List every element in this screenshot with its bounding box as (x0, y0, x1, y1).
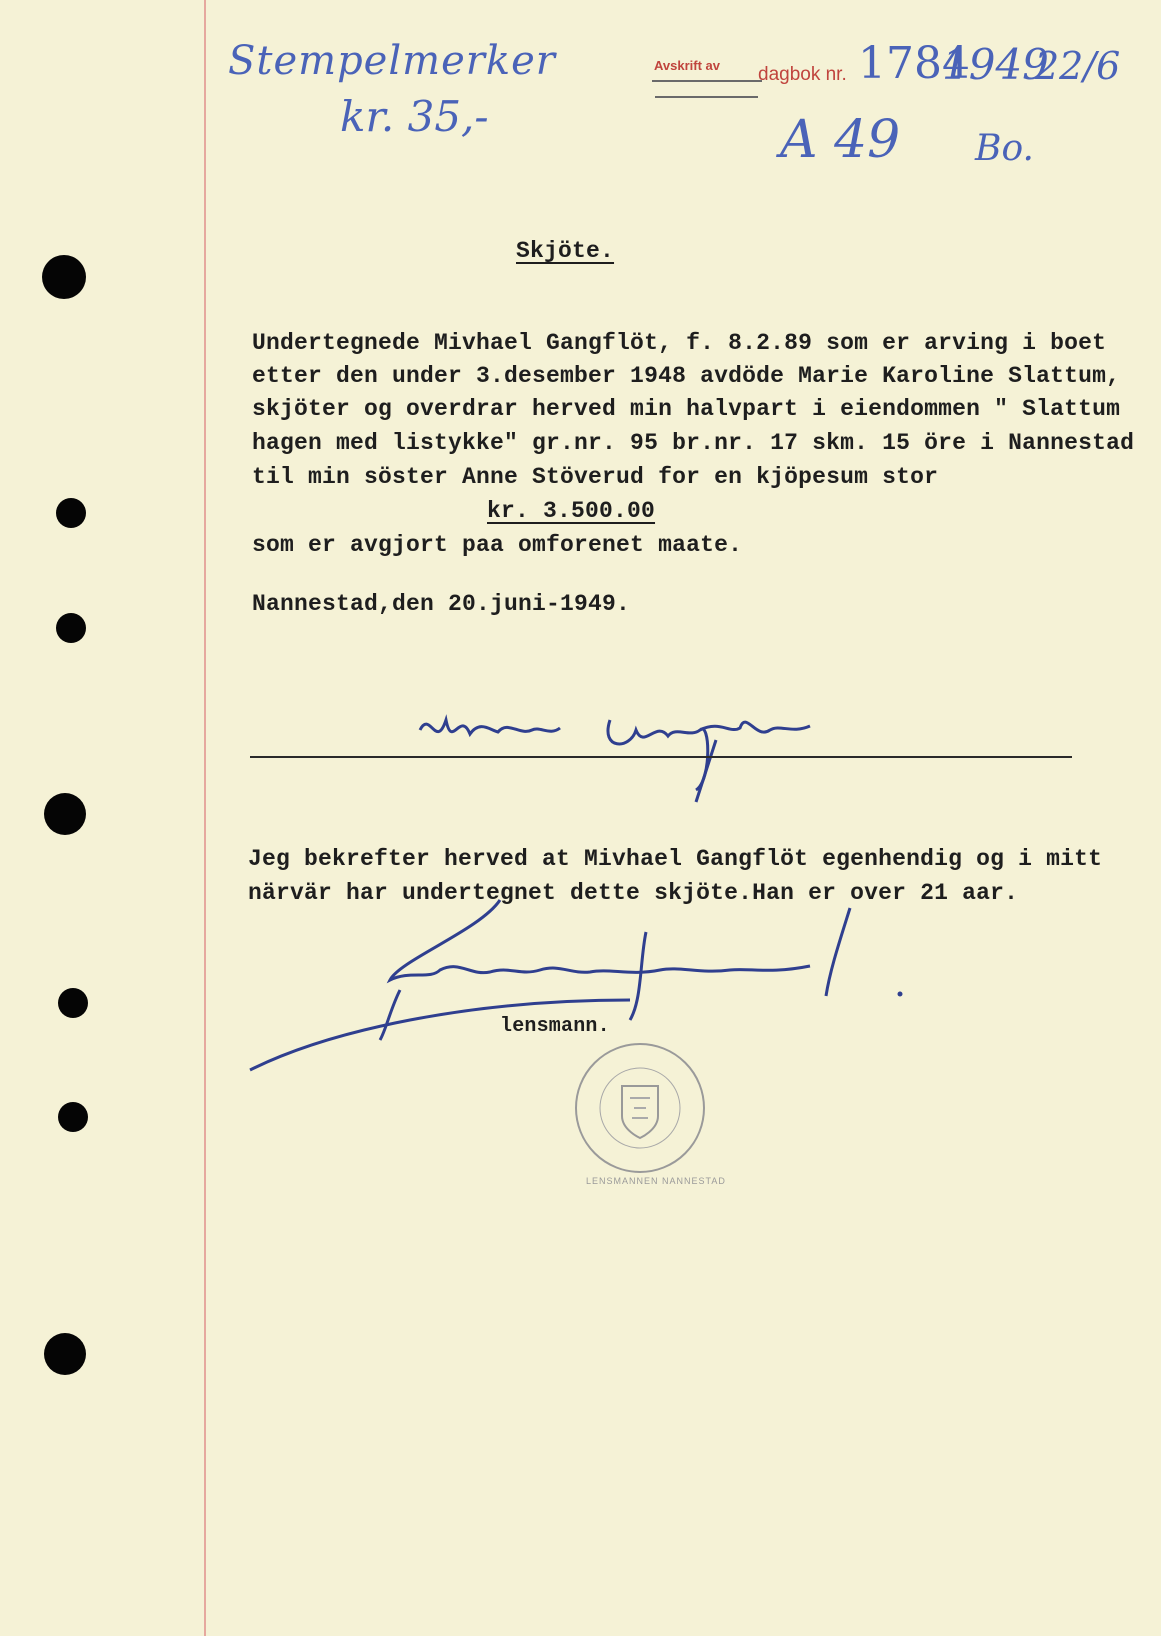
confirmation-line: Jeg bekrefter herved at Mivhael Gangflöt egenhendig og i mitt (248, 846, 1103, 872)
confirmation-line: närvär har undertegnet dette skjöte.Han er over 21 aar. (248, 880, 1019, 906)
register-stamp-prefix: Avskrift av (654, 58, 720, 73)
official-title: lensmann. (500, 1015, 610, 1038)
folio-number: A 49 (780, 110, 901, 170)
place-date: Nannestad,den 20.juni-1949. (252, 591, 631, 617)
register-stamp-strike (652, 80, 762, 82)
punch-hole (56, 613, 86, 643)
clerk-initials: Bo. (975, 128, 1034, 169)
punch-hole (44, 793, 86, 835)
body-line: hagen med listykke" gr.nr. 95 br.nr. 17 skm. 15 öre i Nannestad (252, 430, 1135, 456)
seal-text: LENSMANNEN NANNESTAD (586, 1176, 726, 1186)
punch-hole (58, 1102, 88, 1132)
punch-hole (42, 255, 86, 299)
punch-hole (56, 498, 86, 528)
body-line: som er avgjort paa omforenet maate. (252, 532, 743, 558)
document-title: Skjöte. (516, 238, 615, 264)
signature-line-seller (250, 756, 1072, 758)
purchase-price: kr. 3.500.00 (487, 498, 656, 524)
register-year: 1949 (942, 40, 1049, 89)
register-number: 1784 (858, 38, 970, 89)
official-seal (570, 1038, 710, 1178)
stamp-amount: kr. 35,- (340, 92, 489, 141)
signature-seller (400, 690, 860, 810)
body-line: til min söster Anne Stöverud for en kjöpesum stor (252, 464, 939, 490)
margin-line (204, 0, 206, 1636)
register-date: 22/6 (1035, 44, 1121, 88)
body-line: Undertegnede Mivhael Gangflöt, f. 8.2.89 som er arving i boet (252, 330, 1107, 356)
stamp-note: Stempelmerker (228, 38, 556, 84)
register-stamp-strike (655, 96, 758, 98)
body-line: skjöter og overdrar herved min halvpart i eiendommen " Slattum (252, 396, 1121, 422)
punch-hole (44, 1333, 86, 1375)
register-stamp-middle: dagbok nr. (758, 64, 847, 85)
body-line: etter den under 3.desember 1948 avdöde Marie Karoline Slattum, (252, 363, 1121, 389)
punch-hole (58, 988, 88, 1018)
